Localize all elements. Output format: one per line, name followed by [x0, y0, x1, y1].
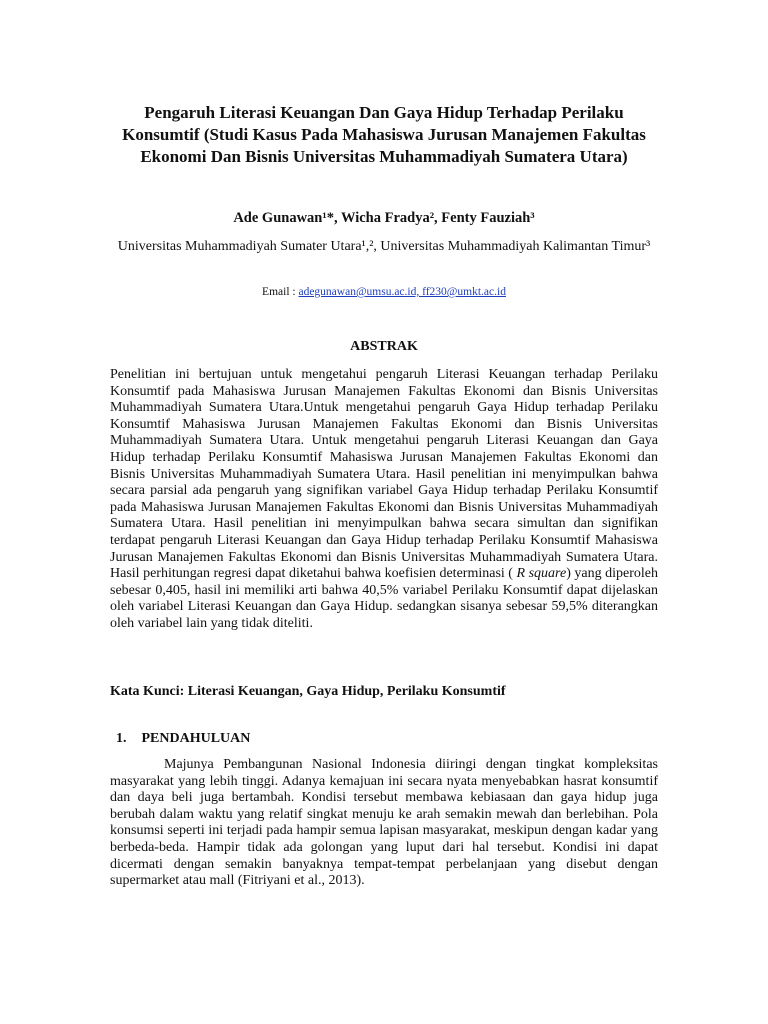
section-title: PENDAHULUAN	[141, 731, 251, 746]
email-label: Email :	[262, 286, 296, 298]
section-heading	[116, 731, 656, 747]
abstract-italic-term: R square	[516, 566, 567, 582]
paper-title: Pengaruh Literasi Keuangan Dan Gaya Hidup Terhadap Perilaku Konsumtif (Studi Kasus Pada Mahasiswa Jurusan Manajemen Fakultas Ekonomi Dan Bisnis Universitas Muhammadiyah Sumatera Utara)	[122, 103, 646, 166]
intro-paragraph: Majunya Pembangunan Nasional Indonesia diiringi dengan tingkat kompleksitas masyarakat yang lebih tinggi. Adanya kemajuan ini secara nyata menyebabkan hasrat konsumtif dan daya beli juga bertambah. Kondisi tersebut membawa kebiasaan dan gaya hidup juga berubah dalam waktu yang relatif singkat menuju ke arah semakin mewah dan berlebihan. Pola konsumsi seperti ini terjadi pada hampir semua lapisan masyarakat, meskipun dengan kadar yang berbeda-beda. Hampir tidak ada golongan yang luput dari hal tersebut. Kondisi ini dapat dicermati dengan semakin banyaknya tempat-tempat perbelanjaan yang disebut dengan supermarket atau mall (Fitriyani et al., 2013).	[110, 757, 658, 889]
affiliation: Universitas Muhammadiyah Sumater Utara¹,², Universitas Muhammadiyah Kalimantan Timur³	[117, 239, 651, 254]
section-number: 1.	[116, 731, 127, 746]
abstract-heading: ABSTRAK	[350, 339, 418, 354]
email-link[interactable]: adegunawan@umsu.ac.id, ff230@umkt.ac.id	[298, 286, 506, 298]
abstract-text-end: ) yang diperoleh sebesar 0,405, hasil ini memiliki arti bahwa 40,5% variabel Perilaku Konsumtif dapat dijelaskan oleh variabel Literasi Keuangan dan Gaya Hidup. sedangkan sisanya sebesar 59,5% diterangkan oleh variabel lain yang tidak diteliti.	[110, 566, 658, 631]
email-line	[110, 285, 658, 300]
keywords: Kata Kunci: Literasi Keuangan, Gaya Hidup, Perilaku Konsumtif	[110, 684, 506, 699]
abstract-body	[110, 367, 658, 633]
author-list: Ade Gunawan¹*, Wicha Fradya², Fenty Fauziah³	[233, 210, 535, 226]
abstract-text: Penelitian ini bertujuan untuk mengetahui pengaruh Literasi Keuangan terhadap Perilaku Konsumtif pada Mahasiswa Jurusan Manajemen Fakultas Ekonomi dan Bisnis Universitas Muhammadiyah Sumatera Utara.Untuk mengetahui pengaruh Gaya Hidup terhadap Perilaku Konsumtif Mahasiswa Jurusan Manajemen Fakultas Ekonomi dan Bisnis Universitas Muhammadiyah Sumatera Utara. Untuk mengetahui pengaruh Literasi Keuangan dan Gaya Hidup terhadap Perilaku Konsumtif Mahasiswa Jurusan Manajemen Fakultas Ekonomi dan Bisnis Universitas Muhammadiyah Sumatera Utara. Hasil penelitian ini menyimpulkan bahwa secara parsial ada pengaruh yang signifikan variabel Gaya Hidup terhadap Perilaku Konsumtif pada Mahasiswa Jurusan Manajemen Fakultas Ekonomi dan Bisnis Universitas Muhammadiyah Sumatera Utara. Hasil penelitian ini menyimpulkan bahwa secara simultan dan signifikan terdapat pengaruh Literasi Keuangan dan Gaya Hidup terhadap Perilaku Konsumtif Mahasiswa Jurusan Manajemen Fakultas Ekonomi dan Bisnis Universitas Muhammadiyah Sumatera Utara. Hasil perhitungan regresi dapat diketahui bahwa koefisien determinasi (	[110, 367, 658, 582]
